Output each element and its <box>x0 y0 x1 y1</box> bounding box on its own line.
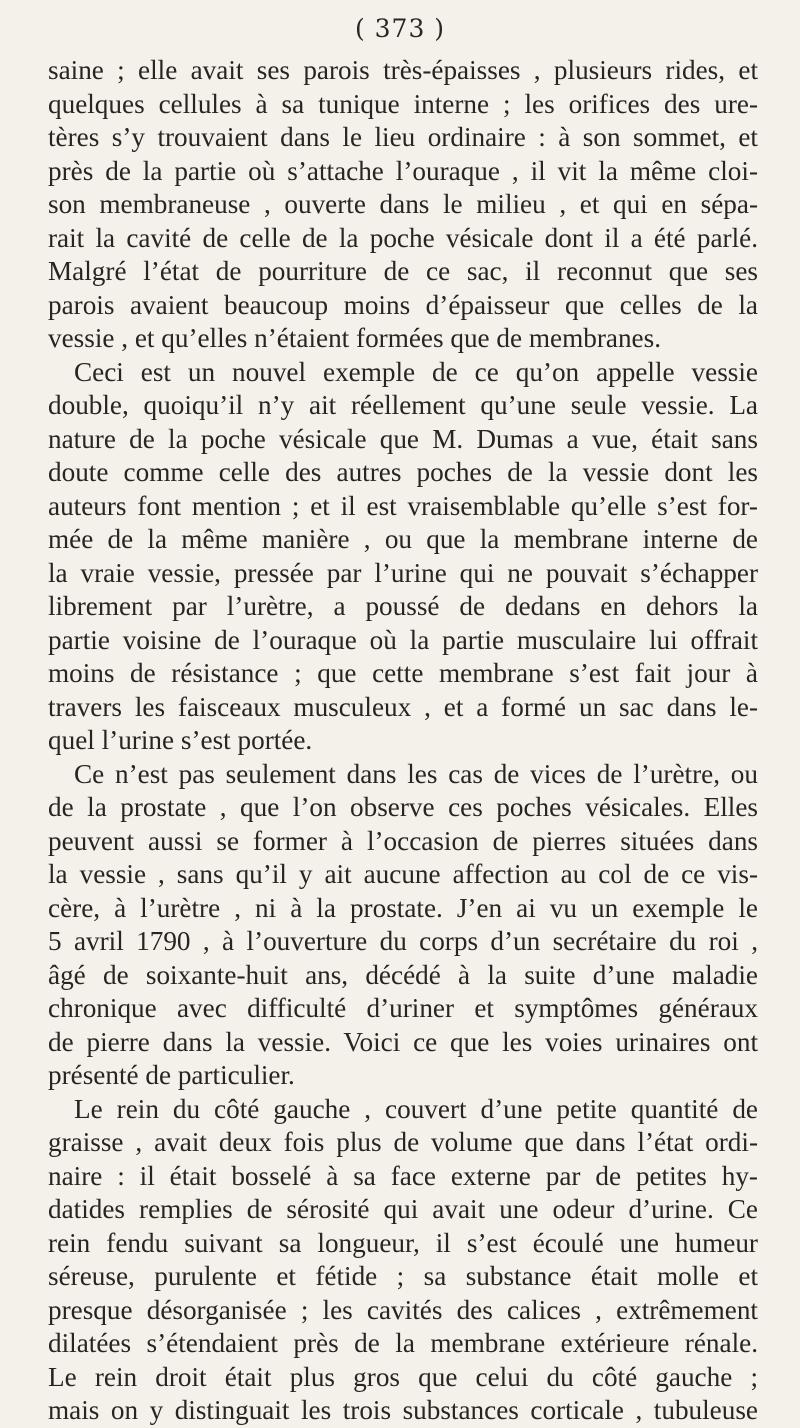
text-line: travers les faisceaux musculeux , et a formé un sac dans le- <box>48 691 758 722</box>
text-line: près de la partie où s’attache l’ouraque , il vit la même cloi- <box>48 155 758 186</box>
text-line: mais on y distinguait les trois substances corticale , tubuleuse <box>48 1395 758 1425</box>
text-line: cère, à l’urètre , ni à la prostate. J’en ai vu un exemple le <box>48 892 758 923</box>
text-line: chronique avec difficulté d’uriner et symptômes généraux <box>48 993 758 1023</box>
text-line: son membraneuse , ouverte dans le milieu , et qui en sépa- <box>48 189 758 219</box>
text-line: saine ; elle avait ses parois très-épaisses , plusieurs rides, et <box>48 55 758 85</box>
text-line: Le rein droit était plus gros que celui du côté gauche ; <box>48 1361 758 1392</box>
paragraph-start-line: Le rein du côté gauche , couvert d’une petite quantité de <box>74 1093 758 1124</box>
text-line: dilatées s’étendaient près de la membrane extérieure rénale. <box>48 1328 758 1358</box>
text-line: datides remplies de sérosité qui avait une odeur d’urine. Ce <box>48 1194 758 1224</box>
text-line: séreuse, purulente et fétide ; sa substance était molle et <box>48 1261 758 1291</box>
text-line: Malgré l’état de pourriture de ce sac, il reconnut que ses <box>48 256 758 286</box>
text-line: âgé de soixante-huit ans, décédé à la suite d’une maladie <box>48 959 758 990</box>
text-line: la vraie vessie, pressée par l’urine qui ne pouvait s’échapper <box>48 557 758 588</box>
body-text <box>48 54 758 1428</box>
text-line: peuvent aussi se former à l’occasion de pierres situées dans <box>48 825 758 856</box>
text-line: librement par l’urètre, a poussé de dedans en dehors la <box>48 591 758 621</box>
text-line: tères s’y trouvaient dans le lieu ordinaire : à son sommet, et <box>48 122 758 152</box>
text-line: 5 avril 1790 , à l’ouverture du corps d’un secrétaire du roi , <box>48 926 758 956</box>
text-line: rein fendu suivant sa longueur, il s’est écoulé une humeur <box>48 1227 758 1258</box>
text-line: nature de la poche vésicale que M. Dumas a vue, était sans <box>48 423 758 454</box>
text-line: de pierre dans la vessie. Voici ce que les voies urinaires ont <box>48 1026 758 1057</box>
text-line: doute comme celle des autres poches de la vessie dont les <box>48 457 758 487</box>
text-line: de la prostate , que l’on observe ces poches vésicales. Elles <box>48 792 758 822</box>
text-line: quelques cellules à sa tunique interne ; les orifices des ure- <box>48 88 758 119</box>
paragraph-start-line: Ceci est un nouvel exemple de ce qu’on appelle vessie <box>74 356 758 387</box>
text-line: rait la cavité de celle de la poche vésicale dont il a été parlé. <box>48 222 758 253</box>
text-line: graisse , avait deux fois plus de volume que dans l’état ordi- <box>48 1127 758 1157</box>
text-line: quel l’urine s’est portée. <box>48 725 313 755</box>
text-line: la vessie , sans qu’il y ait aucune affection au col de ce vis- <box>48 859 758 889</box>
text-line: presque désorganisée ; les cavités des calices , extrêmement <box>48 1294 758 1325</box>
text-line: parois avaient beaucoup moins d’épaisseur que celles de la <box>48 289 758 320</box>
text-line: présenté de particulier. <box>48 1060 295 1090</box>
paragraph-start-line: Ce n’est pas seulement dans les cas de vices de l’urètre, ou <box>74 758 758 789</box>
text-line: vessie , et qu’elles n’étaient formées que de membranes. <box>48 323 661 353</box>
text-line: double, quoiqu’il n’y ait réellement qu’une seule vessie. La <box>48 390 758 420</box>
page-number: ( 373 ) <box>354 14 446 43</box>
text-line: mée de la même manière , ou que la membrane interne de <box>48 524 758 554</box>
text-line: naire : il était bosselé à sa face externe par de petites hy- <box>48 1160 758 1191</box>
text-line: auteurs font mention ; et il est vraisemblable qu’elle s’est for- <box>48 490 758 521</box>
text-line: moins de résistance ; que cette membrane s’est fait jour à <box>48 658 758 688</box>
text-line: partie voisine de l’ouraque où la partie musculaire lui offrait <box>48 624 758 655</box>
